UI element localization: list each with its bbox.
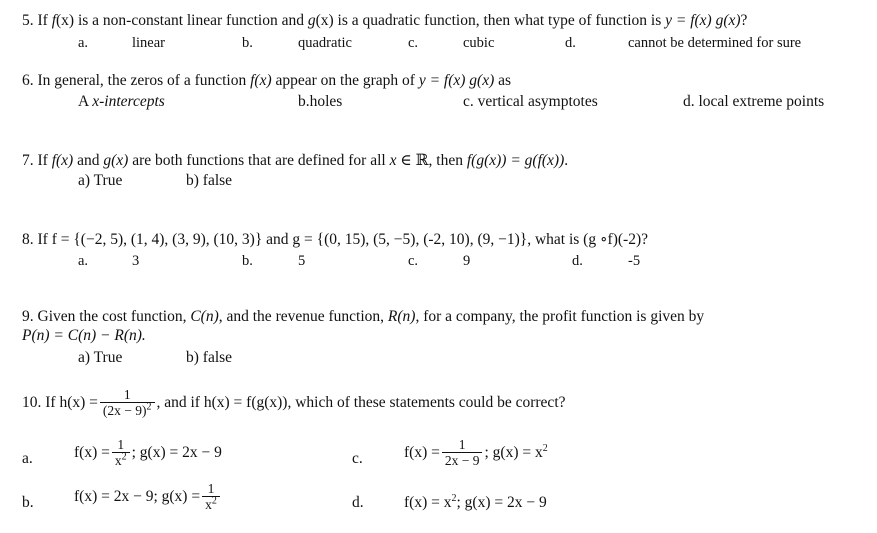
q7-fx: f(x) [51,152,74,169]
q6-option-a-text: x-intercepts [92,93,165,110]
q10-b-numerator: 1 [207,481,215,496]
q10-a-g: ; g(x) = 2x − 9 [131,444,222,461]
q5-x1: (x) [56,12,75,29]
q6-option-b-letter: b. [298,93,310,110]
q10-option-a-letter: a. [22,450,33,467]
q10-d-g: ; g(x) = 2x − 9 [456,494,547,511]
q9-option-true: a) True [78,349,123,366]
q5-g: g [307,12,316,29]
q7-gx: g(x) [103,152,129,169]
q6-option-d [683,93,824,111]
q10-h-denominator [100,402,155,418]
q9-cn: C(n) [190,308,219,325]
q5-mid2: is a quadratic function, then what type of function is [333,12,666,29]
q5-option-b-letter: b. [242,35,253,51]
q10-b-denominator [202,496,220,512]
q5-option-d-letter: d. [565,35,576,51]
q8-option-c-text: 9 [463,253,471,269]
q6-end: as [494,72,512,89]
q9-rn: R(n) [387,308,416,325]
q6-y-expr: y = f(x) g(x) [418,72,495,89]
q8-option-d-text: -5 [628,253,641,269]
question-5-stem [22,12,747,30]
q10-c-fraction [442,438,483,468]
q7-option-false: b) false [186,172,233,189]
q6-option-d-letter: d. [683,93,699,110]
q10-h-den-exp: 2 [146,401,152,413]
q10-b-den-base: x [205,497,212,512]
q10-a-fraction [112,438,130,468]
q8-option-b-text: 5 [298,253,306,269]
q6-option-a-letter: A [78,93,93,110]
q8-option-c-letter: c. [408,253,419,269]
q10-c-f-pre: f(x) = [404,444,440,461]
q10-option-d [404,494,547,512]
question-7-stem [22,152,568,170]
q10-a-f-pre: f(x) = [74,444,110,461]
question-9-stem-line2: P(n) = C(n) − R(n). [22,327,146,344]
q9-line1-a: 9. Given the cost function, [22,308,191,325]
q7-mid: are both functions that are defined for all [128,152,390,169]
q5-f: f [51,12,57,29]
q10-option-b [74,482,222,512]
q7-and: and [73,152,104,169]
q10-c-g-exp: 2 [542,442,548,454]
q5-prefix: 5. If [22,12,52,29]
q5-option-c-letter: c. [408,35,419,51]
q10-a-den-base: x [114,453,122,468]
q10-prefix: 10. If h(x) = [22,394,98,411]
q10-d-f: f(x) = x [404,494,452,511]
q10-b-f: f(x) = 2x − 9; g(x) = [74,488,201,505]
q6-option-c-text: vertical asymptotes [477,93,598,110]
q7-option-true: a) True [78,172,123,189]
q6-mid: appear on the graph of [271,72,419,89]
q10-option-c [404,438,548,468]
q10-h-numerator: 1 [123,387,131,402]
q10-d-f-exp: 2 [451,492,457,504]
q9-option-false: b) false [186,349,233,366]
q10-c-numerator: 1 [458,437,466,452]
q10-h-fraction [100,388,155,418]
q10-option-b-letter: b. [22,494,34,511]
q6-option-b-text: holes [309,93,343,110]
q7-x: x [389,152,397,169]
q10-option-a [74,438,222,468]
question-6-stem [22,72,511,90]
q6-fx: f(x) [250,72,272,89]
q10-b-fraction [202,482,220,512]
question-8-stem: 8. If f = {(−2, 5), (1, 4), (3, 9), (10, 3)} and g = {(0, 15), (5, −5), (-2, 10), (9, −1)}, what is (g ∘f)(-2)? [22,231,648,248]
q10-a-numerator: 1 [117,437,125,452]
q10-option-c-letter: c. [352,450,363,467]
q5-x2: (x) [315,12,334,29]
q7-expr: f(g(x)) = g(f(x)) [466,152,565,169]
q10-option-d-letter: d. [352,494,364,511]
q10-h-den-base: (2x − 9) [102,403,147,418]
q8-option-a-text: 3 [132,253,140,269]
q5-option-a-letter: a. [78,35,89,51]
q6-prefix: 6. In general, the zeros of a function [22,72,251,89]
q6-option-c-letter: c. [463,93,478,110]
q5-mid1: is a non-constant linear function and [74,12,308,29]
q10-a-den-exp: 2 [121,451,127,463]
q8-option-b-letter: b. [242,253,253,269]
q6-option-b [298,93,342,111]
q10-c-denominator: 2x − 9 [442,452,483,468]
question-10-stem [22,388,566,418]
q9-line1-b: , and the revenue function, [218,308,388,325]
q5-option-a-text: linear [132,35,166,51]
q10-c-g: ; g(x) = x [484,444,543,461]
q7-end: . [564,152,569,169]
q10-rest: , and if h(x) = f(g(x)), which of these statements could be correct? [156,394,566,411]
q5-y-expr: y = f(x) g(x) [665,12,741,29]
q6-option-d-text: local extreme points [698,93,825,110]
q9-line1-c: , for a company, the profit function is given by [415,308,705,325]
q5-option-d-text: cannot be determined for sure [628,35,802,51]
q7-in: ∈ ℝ, then [396,152,467,169]
q6-option-c [463,93,598,111]
q7-prefix: 7. If [22,152,52,169]
q5-option-b-text: quadratic [298,35,352,51]
q10-b-den-exp: 2 [211,495,217,507]
q6-option-a [78,93,165,111]
q10-a-denominator [112,452,130,468]
q8-option-a-letter: a. [78,253,89,269]
q5-option-c-text: cubic [463,35,495,51]
question-9-stem-line1 [22,308,704,326]
q5-end: ? [740,12,748,29]
q8-option-d-letter: d. [572,253,583,269]
